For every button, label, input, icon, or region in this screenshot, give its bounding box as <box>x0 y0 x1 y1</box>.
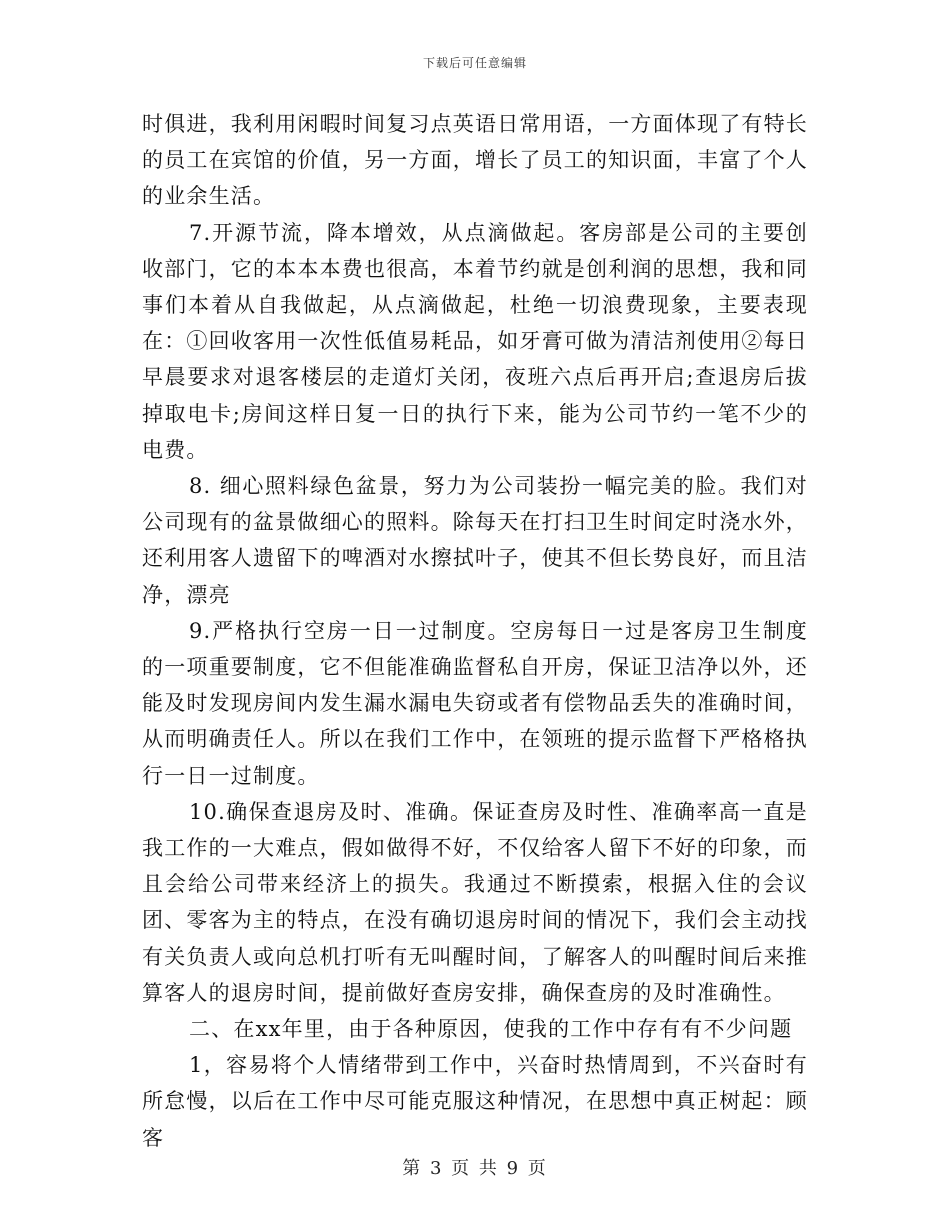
page-header-note: 下载后可任意编辑 <box>422 56 527 70</box>
paragraph-item-9: 9.严格执行空房一日一过制度。空房每日一过是客房卫生制度的一项重要制度，它不但能准确监督私自开房，保证卫洁净以外，还能及时发现房间内发生漏水漏电失窃或者有偿物品丢失的准确时间，从而明确责任人。所以在我们工作中，在领班的提示监督下严格格执行一日一过制度。 <box>142 618 808 788</box>
paragraph-item-10: 10.确保查退房及时、准确。保证查房及时性、准确率高一直是我工作的一大难点，假如做得不好，不仅给客人留下不好的印象，而且会给公司带来经济上的损失。我通过不断摸索，根据入住的会议团、零客为主的特点，在没有确切退房时间的情况下，我们会主动找有关负责人或向总机打听有无叫醒时间，了解客人的叫醒时间后来推算客人的退房时间，提前做好查房安排，确保查房的及时准确性。 <box>142 799 808 1005</box>
paragraph-item-8: 8. 细心照料绿色盆景，努力为公司装扮一幅完美的脸。我们对公司现有的盆景做细心的照料。除每天在打扫卫生时间定时浇水外，还利用客人遗留下的啤酒对水擦拭叶子，使其不但长势良好，而且洁净，漂亮 <box>142 474 808 607</box>
section-heading-problems: 二、在xx年里，由于各种原因，使我的工作中存有有不少问题 <box>189 1017 793 1042</box>
paragraph-item-7: 7.开源节流，降本增效，从点滴做起。客房部是公司的主要创收部门，它的本本本费也很高，本着节约就是创利润的思想，我和同事们本着从自我做起，从点滴做起，杜绝一切浪费现象，主要表现在：①回收客用一次性低值易耗品，如牙膏可做为清洁剂使用②每日早晨要求对退客楼层的走道灯关闭，夜班六点后再开启;查退房后拔掉取电卡;房间这样日复一日的执行下来，能为公司节约一笔不少的电费。 <box>142 220 808 462</box>
document-body <box>142 106 808 1156</box>
paragraph-continuation: 时俱进，我利用闲暇时间复习点英语日常用语，一方面体现了有特长的员工在宾馆的价值，另一方面，增长了员工的知识面，丰富了个人的业余生活。 <box>142 112 808 209</box>
page-number: 第 3 页 共 9 页 <box>402 1158 548 1179</box>
paragraph-problem-1: 1，容易将个人情绪带到工作中，兴奋时热情周到，不兴奋时有所怠慢，以后在工作中尽可能克服这种情况，在思想中真正树起：顾客 <box>142 1053 808 1150</box>
